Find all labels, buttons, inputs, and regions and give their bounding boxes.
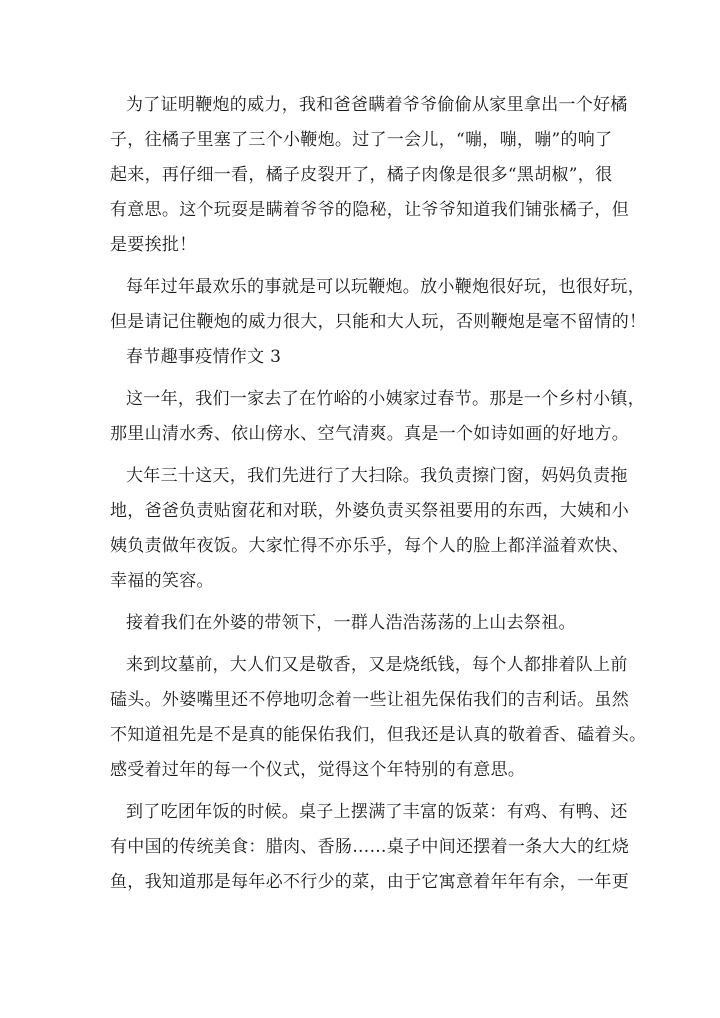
text-line: 不知道祖先是不是真的能保佑我们，但我还是认真的敬着香、磕着头。 — [110, 725, 647, 745]
paragraph-gap — [110, 452, 612, 459]
text-line: 有意思。这个玩耍是瞒着爷爷的隐秘，让爷爷知道我们铺张橘子，但 — [110, 200, 629, 220]
text-line: 每年过年最欢乐的事就是可以玩鞭炮。放小鞭炮很好玩，也很好玩， — [126, 277, 645, 297]
paragraph-gap — [110, 375, 612, 382]
document-body — [110, 88, 647, 900]
text-line: 感受着过年的每一个仪式，觉得这个年特别的有意思。 — [110, 760, 526, 780]
text-line: 是要挨批！ — [110, 235, 197, 255]
text-line: 起来，再仔细一看，橘子皮裂开了，橘子肉像是很多“黑胡椒”，很 — [110, 165, 613, 185]
paragraph-firecracker-fun — [110, 270, 647, 340]
paragraph-gap — [110, 599, 612, 606]
text-line: 来到坟墓前，大人们又是敬香，又是烧纸钱，每个人都排着队上前 — [126, 655, 628, 675]
section-heading-text: 春节趣事疫情作文 3 — [126, 347, 282, 367]
section-heading — [110, 340, 612, 375]
paragraph-gap — [110, 641, 612, 648]
text-line: 这一年，我们一家去了在竹峪的小姨家过春节。那是一个乡村小镇， — [126, 389, 645, 409]
text-line: 幸福的笑容。 — [110, 571, 214, 591]
paragraph-reunion-dinner — [110, 795, 629, 900]
text-line: 接着我们在外婆的带领下，一群人浩浩荡荡的上山去祭祖。 — [126, 613, 576, 633]
text-line: 磕头。外婆嘴里还不停地叨念着一些让祖先保佑我们的吉利话。虽然 — [110, 690, 629, 710]
paragraph-gap — [110, 788, 612, 795]
text-line: 地，爸爸负责贴窗花和对联，外婆负责买祭祖要用的东西，大姨和小 — [110, 501, 629, 521]
text-line: 到了吃团年饭的时候。桌子上摆满了丰富的饭菜：有鸡、有鸭、还 — [126, 802, 628, 822]
paragraph-ancestor-worship — [110, 606, 612, 641]
paragraph-gap — [110, 263, 612, 270]
text-line: 子，往橘子里塞了三个小鞭炮。过了一会儿，“嘣，嘣，嘣”的响了 — [110, 130, 613, 150]
paragraph-tomb — [110, 648, 647, 788]
text-line: 大年三十这天，我们先进行了大扫除。我负责擦门窗，妈妈负责拖 — [126, 466, 628, 486]
paragraph-cleaning — [110, 459, 629, 599]
text-line: 为了证明鞭炮的威力，我和爸爸瞒着爷爷偷偷从家里拿出一个好橘 — [126, 95, 628, 115]
paragraph-village — [110, 382, 645, 452]
text-line: 但是请记住鞭炮的威力很大，只能和大人玩，否则鞭炮是毫不留情的！ — [110, 312, 647, 332]
text-line: 鱼，我知道那是每年必不行少的菜，由于它寓意着年年有余，一年更 — [110, 872, 629, 892]
text-line: 那里山清水秀、依山傍水、空气清爽。真是一个如诗如画的好地方。 — [110, 424, 629, 444]
text-line: 姨负责做年夜饭。大家忙得不亦乐乎，每个人的脸上都洋溢着欢快、 — [110, 536, 629, 556]
paragraph-orange-firecracker — [110, 88, 629, 263]
text-line: 有中国的传统美食：腊肉、香肠……桌子中间还摆着一条大大的红烧 — [110, 837, 629, 857]
